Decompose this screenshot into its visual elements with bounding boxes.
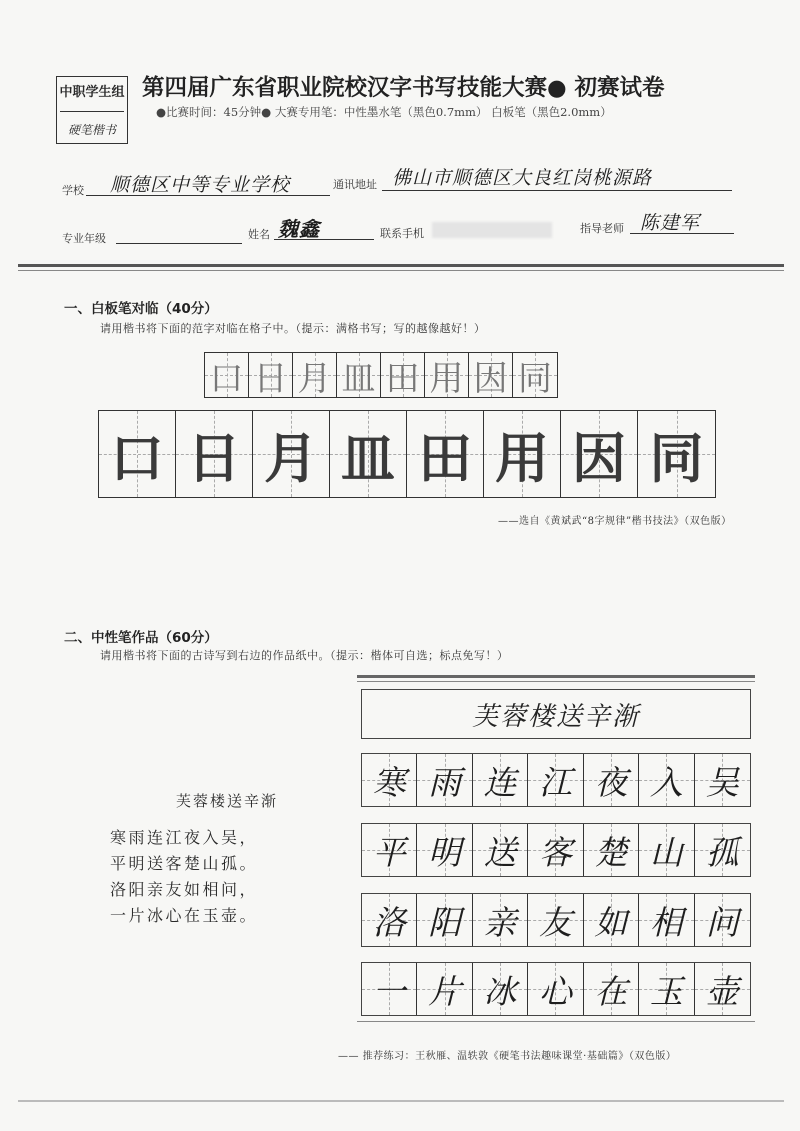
group-label-box xyxy=(56,76,128,144)
sample-char-cell: 皿 xyxy=(337,353,381,397)
work-cell[interactable]: 相 xyxy=(639,894,694,946)
work-row[interactable] xyxy=(361,962,751,1016)
address-underline xyxy=(382,190,732,191)
work-cell[interactable]: 阳 xyxy=(417,894,472,946)
work-cell[interactable]: 雨 xyxy=(417,754,472,806)
work-row[interactable] xyxy=(361,893,751,947)
work-cell[interactable]: 壶 xyxy=(695,963,750,1015)
work-cell[interactable]: 平 xyxy=(362,824,417,876)
phone-label: 联系手机 xyxy=(380,227,424,240)
phone-redaction xyxy=(432,222,552,238)
work-cell[interactable]: 吴 xyxy=(695,754,750,806)
paper-top-border xyxy=(357,675,755,678)
work-title: 芙蓉楼送辛渐 xyxy=(471,701,640,732)
poem-line: 平明送客楚山孤。 xyxy=(110,854,259,873)
footer-rule xyxy=(18,1100,784,1102)
poem-line: 寒雨连江夜入吴， xyxy=(110,828,259,847)
work-cell[interactable]: 楚 xyxy=(584,824,639,876)
work-cell[interactable]: 如 xyxy=(584,894,639,946)
work-cell[interactable]: 孤 xyxy=(695,824,750,876)
grade-label: 专业年级 xyxy=(62,232,106,245)
sample-char-cell: 田 xyxy=(381,353,425,397)
work-cell[interactable]: 寒 xyxy=(362,754,417,806)
school-field[interactable]: 顺德区中等专业学校 xyxy=(110,174,291,196)
sample-char-cell: 口 xyxy=(205,353,249,397)
work-cell[interactable]: 连 xyxy=(473,754,528,806)
practice-char-cell[interactable]: 口 xyxy=(99,411,176,497)
name-field[interactable]: 魏鑫 xyxy=(278,217,320,241)
teacher-field[interactable]: 陈建军 xyxy=(640,212,701,234)
work-cell[interactable]: 山 xyxy=(639,824,694,876)
paper-bottom-border-thin xyxy=(357,1021,755,1022)
work-cell[interactable]: 夜 xyxy=(584,754,639,806)
address-label: 通讯地址 xyxy=(333,178,377,191)
work-cell[interactable]: 冰 xyxy=(473,963,528,1015)
section2-heading: 二、中性笔作品（60分） xyxy=(64,630,218,646)
practice-char-cell[interactable]: 同 xyxy=(638,411,715,497)
style-label: 硬笔楷书 xyxy=(67,123,116,137)
practice-char-grid[interactable] xyxy=(98,410,716,498)
name-label: 姓名 xyxy=(248,228,270,241)
work-cell[interactable]: 问 xyxy=(695,894,750,946)
work-cell[interactable]: 明 xyxy=(417,824,472,876)
group-divider xyxy=(60,111,124,112)
school-label: 学校 xyxy=(62,184,84,197)
practice-char-cell[interactable]: 田 xyxy=(407,411,484,497)
work-cell[interactable]: 亲 xyxy=(473,894,528,946)
page-title: 第四届广东省职业院校汉字书写技能大赛● 初赛试卷 xyxy=(142,75,665,101)
sample-char-cell: 因 xyxy=(469,353,513,397)
work-cell[interactable]: 玉 xyxy=(639,963,694,1015)
address-field[interactable]: 佛山市顺德区大良红岗桃源路 xyxy=(392,167,653,189)
poem-line: 洛阳亲友如相问， xyxy=(110,880,259,899)
header-rule-thin xyxy=(18,270,784,271)
poem-reference xyxy=(110,790,340,929)
work-cell[interactable]: 江 xyxy=(528,754,583,806)
section1-instructions: 请用楷书将下面的范字对临在格子中。（提示：满格书写；写的越像越好！） xyxy=(100,322,486,335)
sample-char-cell: 日 xyxy=(249,353,293,397)
poem-line: 一片冰心在玉壶。 xyxy=(110,906,259,925)
paper-top-border-thin xyxy=(357,681,755,682)
work-cell[interactable]: 一 xyxy=(362,963,417,1015)
work-row[interactable] xyxy=(361,753,751,807)
work-cell[interactable]: 入 xyxy=(639,754,694,806)
sample-char-cell: 同 xyxy=(513,353,557,397)
practice-char-cell[interactable]: 皿 xyxy=(330,411,407,497)
work-paper[interactable] xyxy=(357,675,755,1015)
poem-title: 芙蓉楼送辛渐 xyxy=(175,792,278,810)
work-cell[interactable]: 在 xyxy=(584,963,639,1015)
section1-source-note: ——选自《黄斌武“8字规律”楷书技法》（双色版） xyxy=(498,516,732,527)
work-cell[interactable]: 片 xyxy=(417,963,472,1015)
group-label: 中职学生组 xyxy=(59,85,125,100)
practice-char-cell[interactable]: 因 xyxy=(561,411,638,497)
work-cell[interactable]: 友 xyxy=(528,894,583,946)
work-cell[interactable]: 洛 xyxy=(362,894,417,946)
practice-char-cell[interactable]: 日 xyxy=(176,411,253,497)
section2-instructions: 请用楷书将下面的古诗写到右边的作品纸中。（提示：楷体可自选；标点免写！） xyxy=(100,649,509,662)
work-cell[interactable]: 送 xyxy=(473,824,528,876)
practice-char-cell[interactable]: 用 xyxy=(484,411,561,497)
work-cell[interactable]: 客 xyxy=(528,824,583,876)
section1-heading: 一、白板笔对临（40分） xyxy=(64,301,218,317)
work-row[interactable] xyxy=(361,823,751,877)
teacher-label: 指导老师 xyxy=(580,222,624,235)
work-cell[interactable]: 心 xyxy=(528,963,583,1015)
grade-underline xyxy=(116,243,242,244)
sample-char-grid xyxy=(204,352,558,398)
page-subtitle: ●比赛时间：45分钟● 大赛专用笔：中性墨水笔（黑色0.7mm） 白板笔（黑色2.0mm） xyxy=(156,105,612,119)
section2-recommend-note: —— 推荐练习：王秋雁、温轶敦《硬笔书法趣味课堂·基础篇》（双色版） xyxy=(338,1051,677,1062)
sample-char-cell: 月 xyxy=(293,353,337,397)
header-rule xyxy=(18,264,784,267)
practice-char-cell[interactable]: 月 xyxy=(253,411,330,497)
sample-char-cell: 用 xyxy=(425,353,469,397)
work-title-box[interactable] xyxy=(361,689,751,739)
